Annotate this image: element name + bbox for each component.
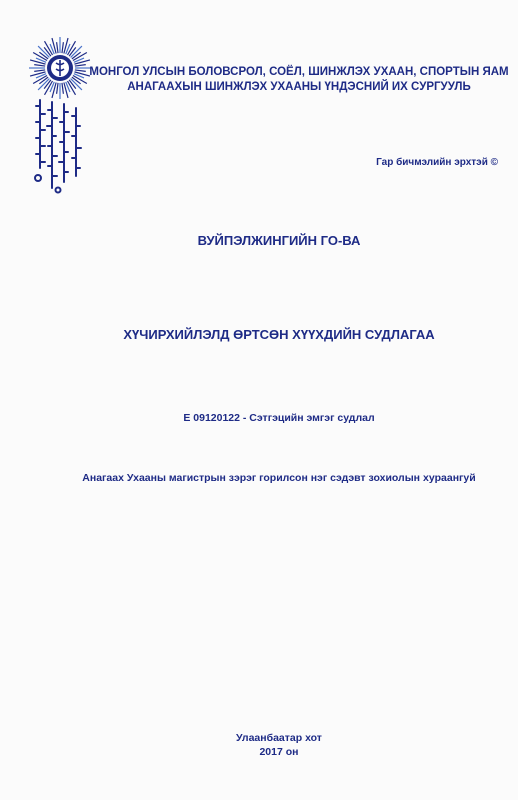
thesis-title: ХҮЧИРХИЙЛЭЛД ӨРТСӨН ХҮҮХДИЙН СУДЛАГАА xyxy=(123,327,435,342)
ministry-name: МОНГОЛ УЛСЫН БОЛОВСРОЛ, СОЁЛ, ШИНЖЛЭХ УХААН, СПОРТЫН ЯАМ xyxy=(89,66,509,78)
year: 2017 он xyxy=(259,746,299,758)
specialty-code: Е 09120122 - Сэтгэцийн эмгэг судлал xyxy=(183,412,375,424)
author-name: ВУЙПЭЛЖИНГИЙН ГО-ВА xyxy=(197,233,361,248)
place-and-date xyxy=(0,731,518,759)
emblem-ray xyxy=(34,70,45,71)
degree-statement: Анагаах Ухааны магистрын зэрэг горилсон нэг сэдэвт зохиолын хураангуй xyxy=(82,472,476,484)
emblem-ray xyxy=(34,65,45,66)
emblem-ray xyxy=(62,42,63,53)
city: Улаанбаатар хот xyxy=(236,732,322,744)
rights-notice: Гар бичмэлийн эрхтэй © xyxy=(376,157,498,168)
institution-heading xyxy=(84,65,514,95)
emblem-ray xyxy=(57,42,58,53)
mongolian-script-emblem xyxy=(28,96,88,196)
university-name: АНАГААХЫН ШИНЖЛЭХ УХААНЫ ҮНДЭСНИЙ ИХ СУРГУУЛЬ xyxy=(127,81,471,93)
emblem-ray xyxy=(57,83,58,94)
emblem-ray xyxy=(62,83,63,94)
